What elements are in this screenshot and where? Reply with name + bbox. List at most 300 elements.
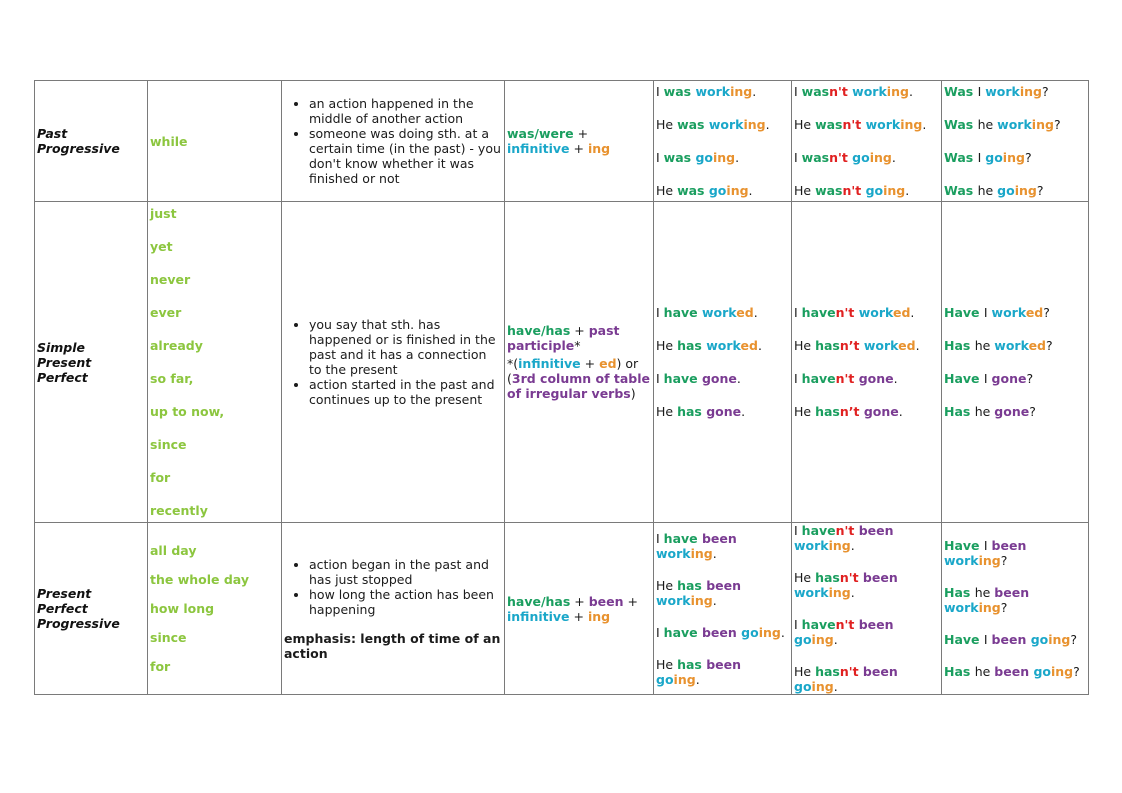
signal-word: never [150,272,191,287]
row-simple-present-perfect [35,202,1089,523]
text-segment: work [695,84,731,99]
signal-word: already [150,338,203,353]
example-sentence [944,632,1086,647]
text-segment: He [794,183,816,198]
text-segment: have [663,305,702,320]
text-segment: ing [828,585,851,600]
text-segment: was [801,84,830,99]
tense-name-line: Perfect [37,369,88,385]
example-sentence [944,338,1086,353]
text-segment: been [858,523,894,538]
text-segment: ? [1024,150,1032,165]
text-segment: n't [839,664,863,679]
text-segment: was [801,150,830,165]
text-segment: + [573,126,589,141]
positive-examples-cell [654,81,792,202]
text-segment: He [656,404,678,419]
example-sentence [944,538,1086,568]
text-segment: I [983,371,992,386]
signal-words-cell [148,523,282,695]
text-segment: been [991,538,1027,553]
text-segment: n't [829,84,853,99]
text-segment: Have [944,632,984,647]
example-sentence [656,338,789,353]
text-segment: go [1033,664,1051,679]
text-segment: ? [1043,305,1050,320]
text-segment: Have [944,371,984,386]
text-segment: ing [900,117,923,132]
text-segment: ) or ( [507,356,639,386]
text-segment: have [801,523,836,538]
text-segment: n't [835,305,859,320]
text-segment: . [833,679,838,694]
text-segment: n't [839,570,863,585]
text-segment: Has [944,585,975,600]
text-segment: has [677,656,707,672]
positive-examples-cell [654,202,792,523]
example-sentence [794,183,939,198]
text-segment: ed [740,338,758,353]
text-segment: go [794,679,812,694]
example-sentence [794,305,939,320]
text-segment: have/has [507,323,571,338]
text-segment: work [985,84,1020,99]
text-segment: ? [1000,600,1008,615]
text-segment: been [862,664,898,679]
text-segment: was [677,117,709,132]
text-segment: go [997,183,1015,198]
signal-word: up to now, [150,404,225,419]
example-sentence [794,84,939,99]
signal-words-cell [148,202,282,523]
example-sentence [656,305,789,320]
text-segment: . [833,632,838,647]
form-line [507,594,651,609]
text-segment: been [994,585,1030,600]
signal-word: recently [150,503,208,518]
text-segment: Have [944,305,984,320]
negative-examples-cell [792,523,942,695]
text-segment: gone [994,404,1030,419]
text-segment: Have [944,538,984,553]
text-segment: have [801,371,836,386]
text-segment: work [944,553,979,568]
example-sentence [656,578,789,608]
text-segment: He [656,577,678,593]
text-segment: n't [835,523,859,538]
text-segment: I [656,624,664,640]
example-sentence [944,150,1086,165]
text-segment: have [801,305,836,320]
text-segment: . [736,371,741,386]
text-segment: been [858,617,894,632]
text-segment: go [794,632,812,647]
text-segment: he [974,404,995,419]
signal-words-cell [148,81,282,202]
signal-word: the whole day [150,572,249,587]
text-segment: past participle [507,323,620,353]
text-segment: . [757,338,762,353]
text-segment: ed [1025,305,1044,320]
text-segment: work [701,305,737,320]
text-segment: he [974,338,995,353]
example-sentence [794,664,939,694]
text-segment: Was [944,117,978,132]
text-segment: ing [743,117,766,132]
text-segment: ing [730,84,753,99]
text-segment: Has [944,404,975,419]
emphasis-note: emphasis: length of time of an action [284,630,501,661]
text-segment: ed [1028,338,1047,353]
text-segment: infinitive [518,356,581,371]
text-segment: ? [1053,117,1061,132]
text-segment: ing [1031,117,1054,132]
question-examples-cell [942,202,1089,523]
text-segment: I [977,84,986,99]
text-segment: was [663,150,696,165]
text-segment: n’t [839,338,864,353]
text-segment: have [663,530,702,546]
text-segment: work [706,338,741,353]
text-segment: . [735,150,740,165]
text-segment: has [677,338,707,353]
example-sentence [656,625,789,640]
text-segment: was [663,84,696,99]
signal-word: while [150,133,188,149]
example-sentence [794,570,939,600]
form-line [507,356,651,401]
example-sentence [656,371,789,386]
text-segment: He [656,656,678,672]
example-sentence [944,371,1086,386]
tense-table [34,80,1089,695]
text-segment: been [706,577,742,593]
signal-word: for [150,470,171,485]
uses-cell [282,523,505,695]
text-segment: ing [1002,150,1025,165]
text-segment: work [656,545,691,561]
text-segment: . [748,183,753,198]
text-segment: I [983,538,992,553]
text-segment: *( [507,356,519,371]
text-segment: I [794,150,802,165]
text-segment: work [708,117,744,132]
text-segment: . [922,117,927,132]
text-segment: Has [944,338,975,353]
example-sentence [794,371,939,386]
text-segment: Was [944,183,978,198]
text-segment: ? [1070,632,1078,647]
text-segment: I [794,305,802,320]
text-segment: work [994,338,1029,353]
text-segment: go [1030,632,1049,647]
text-segment: ing [587,141,611,156]
text-segment: ? [1036,183,1044,198]
text-segment: gone [858,371,894,386]
text-segment: n't [835,371,859,386]
text-segment: Was [944,84,978,99]
uses-cell [282,81,505,202]
text-segment: ing [811,679,834,694]
text-segment: been [701,530,737,546]
uses-cell [282,202,505,523]
tense-name-line: Progressive [37,616,120,631]
text-segment: He [656,117,678,132]
text-segment: ? [1026,371,1034,386]
text-segment: work [794,585,829,600]
use-item: • someone was doing sth. at a certain time (in the past) - you don't know whether it was finished or not [309,126,502,186]
uses-list [284,96,502,186]
tense-name-cell [35,202,148,523]
text-segment: . [712,592,717,608]
text-segment: . [765,117,770,132]
text-segment: infinitive [507,608,570,624]
text-segment: Has [944,664,975,679]
text-segment: work [991,305,1026,320]
text-segment: . [905,183,910,198]
text-segment: he [977,183,998,198]
text-segment: . [891,150,896,165]
text-segment: has [677,577,707,593]
text-segment: . [908,84,913,99]
form-cell [505,523,654,695]
tense-name-line: Present Perfect [37,586,92,616]
text-segment: go [852,150,870,165]
text-segment: ing [978,600,1001,615]
example-sentence [794,617,939,647]
example-sentence [794,338,939,353]
form-cell [505,202,654,523]
example-sentence [944,183,1086,198]
row-past-progressive [35,81,1089,202]
text-segment: been [588,593,624,609]
example-sentence [656,183,789,198]
text-segment: . [753,305,758,320]
text-segment: ing [1048,632,1071,647]
text-segment: gone [701,371,737,386]
signal-word: all day [150,543,197,558]
text-segment: ing [883,183,906,198]
text-segment: . [850,585,855,600]
text-segment: been [701,624,742,640]
text-segment: + [569,141,588,156]
text-segment: have [801,617,836,632]
text-segment: ing [690,592,713,608]
tense-name-cell [35,523,148,695]
text-segment: has [815,664,840,679]
text-segment: work [863,338,899,353]
text-segment: was [815,183,843,198]
negative-examples-cell [792,81,942,202]
text-segment: + [569,608,588,624]
text-segment: . [695,671,700,687]
signal-word: yet [150,239,173,254]
signal-word: for [150,659,171,674]
example-sentence [656,404,789,419]
text-segment: gone [706,404,742,419]
text-segment: I [656,530,664,546]
text-segment: He [656,183,678,198]
text-segment: ? [1042,84,1049,99]
text-segment: He [794,404,816,419]
use-item: • action began in the past and has just stopped [309,557,502,587]
text-segment: . [752,84,757,99]
text-segment: ing [690,545,713,561]
use-item: • an action happened in the middle of another action [309,96,502,126]
text-segment: was/were [507,126,574,141]
text-segment: I [794,371,802,386]
text-segment: ing [1014,183,1037,198]
text-segment: He [656,338,678,353]
text-segment: go [741,624,759,640]
text-segment: ed [736,305,754,320]
tense-name-cell [35,81,148,202]
text-segment: ed [898,338,916,353]
form-line [507,323,651,353]
use-item: • how long the action has been happening [309,587,502,617]
text-segment: go [865,183,884,198]
text-segment: ing [726,183,749,198]
text-segment: . [910,305,915,320]
text-segment: + [570,323,589,338]
text-segment: was [677,183,709,198]
text-segment: ing [758,624,781,640]
text-segment: ? [1000,553,1008,568]
text-segment: + [570,593,589,609]
text-segment: ing [828,538,851,553]
text-segment: + [623,593,638,609]
text-segment: ed [599,356,617,371]
text-segment: n't [842,117,866,132]
text-segment: work [852,84,887,99]
example-sentence [656,531,789,561]
text-segment: been [706,656,742,672]
text-segment: I [656,305,664,320]
text-segment: go [695,150,713,165]
text-segment: was [815,117,843,132]
text-segment: ? [1046,338,1053,353]
example-sentence [656,84,789,99]
text-segment: He [794,664,816,679]
text-segment: ed [892,305,911,320]
example-sentence [944,117,1086,132]
text-segment: n’t [839,404,864,419]
tense-name-line: Past [37,126,68,141]
example-sentence [944,305,1086,320]
text-segment: has [815,404,840,419]
example-sentence [944,585,1086,615]
positive-examples-cell [654,523,792,695]
text-segment: go [708,183,727,198]
text-segment: work [656,592,691,608]
text-segment: * [574,338,581,353]
text-segment: He [794,570,816,585]
uses-list [284,317,502,407]
text-segment: work [997,117,1032,132]
text-segment: been [994,664,1034,679]
text-segment: I [794,84,802,99]
example-sentence [944,404,1086,419]
form-line [507,141,651,156]
example-sentence [656,117,789,132]
text-segment: I [656,371,664,386]
text-segment: He [794,338,816,353]
text-segment: has [815,338,840,353]
text-segment: been [991,632,1031,647]
tense-name-line: Present [37,354,92,370]
uses-list [284,557,502,617]
tense-name-line: Progressive [37,141,120,156]
form-line [507,126,651,141]
text-segment: I [656,150,664,165]
text-segment: been [862,570,898,585]
text-segment: gone [863,404,899,419]
text-segment: n't [829,150,853,165]
text-segment: he [977,117,998,132]
example-sentence [794,404,939,419]
text-segment: he [974,585,995,600]
question-examples-cell [942,81,1089,202]
text-segment: I [794,617,802,632]
text-segment: Was [944,150,978,165]
text-segment: n't [842,183,866,198]
question-examples-cell [942,523,1089,695]
text-segment: work [794,538,829,553]
form-cell [505,81,654,202]
text-segment: . [712,545,717,561]
text-segment: n't [835,617,859,632]
signal-word: since [150,437,187,452]
text-segment: has [677,404,707,419]
text-segment: ? [1029,404,1036,419]
use-item: • action started in the past and continues up to the present [309,377,502,407]
text-segment: . [893,371,898,386]
signal-word: since [150,630,187,645]
example-sentence [944,664,1086,679]
text-segment: gone [991,371,1027,386]
text-segment: go [656,671,674,687]
text-segment: I [656,84,664,99]
text-segment: ing [673,671,696,687]
text-segment: has [815,570,840,585]
example-sentence [794,117,939,132]
text-segment: . [780,624,785,640]
text-segment: ing [869,150,892,165]
negative-examples-cell [792,202,942,523]
text-segment: I [983,305,992,320]
text-segment: 3rd column of table of irregular verbs [507,371,651,401]
text-segment: work [858,305,893,320]
signal-word: so far, [150,371,194,386]
use-item: • you say that sth. has happened or is finished in the past and it has a connection to the present [309,317,502,377]
signal-word: just [150,206,177,221]
text-segment: work [944,600,979,615]
text-segment: ing [978,553,1001,568]
signal-word: ever [150,305,182,320]
text-segment: ing [886,84,909,99]
text-segment: I [794,523,802,538]
text-segment: have [663,624,702,640]
text-segment: have [663,371,702,386]
text-segment: infinitive [507,141,570,156]
text-segment: + [580,356,600,371]
text-segment: I [977,150,986,165]
text-segment: ing [1051,664,1074,679]
text-segment: ing [587,608,611,624]
signal-word: how long [150,601,215,616]
row-present-perfect-progressive [35,523,1089,695]
text-segment: . [898,404,903,419]
